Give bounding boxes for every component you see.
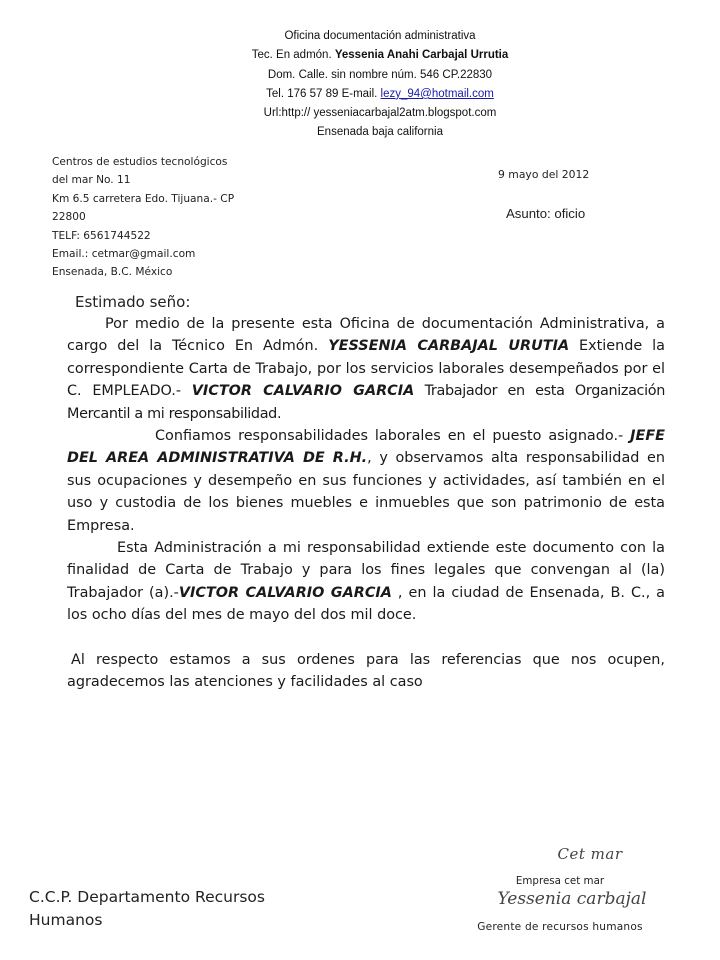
company-name: Empresa cet mar bbox=[515, 875, 605, 887]
company-signature: Cet mar bbox=[557, 845, 623, 863]
position-emphasis: JEFE DEL AREA ADMINISTRATIVA DE R.H. bbox=[67, 428, 665, 467]
paragraph-text: Confiamos responsabilidades laborales en el puesto asignado.- bbox=[155, 428, 631, 445]
contact-line bbox=[200, 85, 560, 104]
ccp-line: Humanos bbox=[29, 911, 103, 929]
recipient-line: Km 6.5 carretera Edo. Tijuana.- CP bbox=[52, 192, 235, 205]
signature-block bbox=[477, 845, 666, 933]
signer-signature: Yessenia carbajal bbox=[497, 889, 647, 909]
carbon-copy bbox=[29, 886, 265, 932]
paragraph-3 bbox=[67, 537, 665, 627]
recipient-line: Email.: cetmar@gmail.com bbox=[52, 248, 196, 261]
letter-subject: Asunto: oficio bbox=[506, 206, 586, 221]
recipient-line: del mar No. 11 bbox=[52, 174, 131, 187]
paragraph-text: Por medio de la presente esta Oficina de documentación Administrativa, a cargo del la Técnico En Admón. bbox=[67, 316, 665, 355]
city-line: Ensenada baja california bbox=[317, 126, 443, 139]
technician-name: Yessenia Anahi Carbajal Urrutia bbox=[334, 49, 509, 62]
paragraph-text: Esta Administración a mi responsabilidad extiende este documento con la finalidad de Carta de Trabajo y para los fines legales que convengan al (la) Trabajador (a).- bbox=[67, 540, 665, 601]
paragraph-text: , y observamos alta responsabilidad en sus ocupaciones y desempeño en sus funciones y actividades, así también en el uso y custodia de los bienes muebles e inmuebles que son patrimonio de esta Empresa. bbox=[67, 450, 665, 534]
recipient-line: TELF: 6561744522 bbox=[52, 229, 151, 242]
technician-line bbox=[200, 46, 560, 65]
signer-role: Gerente de recursos humanos bbox=[477, 921, 643, 933]
technician-name-emphasis: YESSENIA CARBAJAL URUTIA bbox=[328, 338, 570, 355]
paragraph-1 bbox=[67, 313, 665, 425]
letter-body bbox=[67, 313, 665, 694]
paragraph-text: , en la ciudad de Ensenada, B. C., a los ocho días del mes de mayo del dos mil doce. bbox=[67, 584, 666, 624]
paragraph-text: Trabajador en esta Organización Mercantil a mi responsabilidad. bbox=[67, 383, 665, 422]
greeting: Estimado seño: bbox=[75, 293, 191, 311]
office-name: Oficina documentación administrativa bbox=[284, 30, 476, 42]
employee-name-emphasis: VICTOR CALVARIO GARCIA bbox=[191, 383, 415, 400]
closing-paragraph: Al respecto estamos a sus ordenes para las referencias que nos ocupen, agradecemos las atenciones y facilidades al caso bbox=[67, 651, 665, 691]
recipient-line: Ensenada, B.C. México bbox=[52, 266, 173, 279]
address-line: Dom. Calle. sin nombre núm. 546 CP.22830 bbox=[267, 68, 493, 81]
url-line: Url:http:// yesseniacarbajal2atm.blogspot.com bbox=[263, 107, 497, 120]
recipient-line: 22800 bbox=[52, 211, 86, 224]
email-link[interactable]: lezy_94@hotmail.com bbox=[380, 87, 494, 100]
technician-prefix: Tec. En admón. bbox=[251, 49, 335, 62]
ccp-line: C.C.P. Departamento Recursos bbox=[29, 888, 265, 906]
employee-name-emphasis: VICTOR CALVARIO GARCIA bbox=[178, 584, 392, 601]
phone-text: Tel. 176 57 89 E-mail. bbox=[266, 87, 381, 100]
recipient-address bbox=[52, 153, 292, 282]
recipient-line: Centros de estudios tecnológicos bbox=[52, 156, 228, 168]
letter-date: 9 mayo del 2012 bbox=[498, 168, 590, 181]
letterhead bbox=[200, 27, 560, 143]
paragraph-2 bbox=[67, 425, 665, 537]
paragraph-text: Extiende la correspondiente Carta de Trabajo, por los servicios laborales desempeñados por el C. EMPLEADO.- bbox=[67, 338, 665, 400]
